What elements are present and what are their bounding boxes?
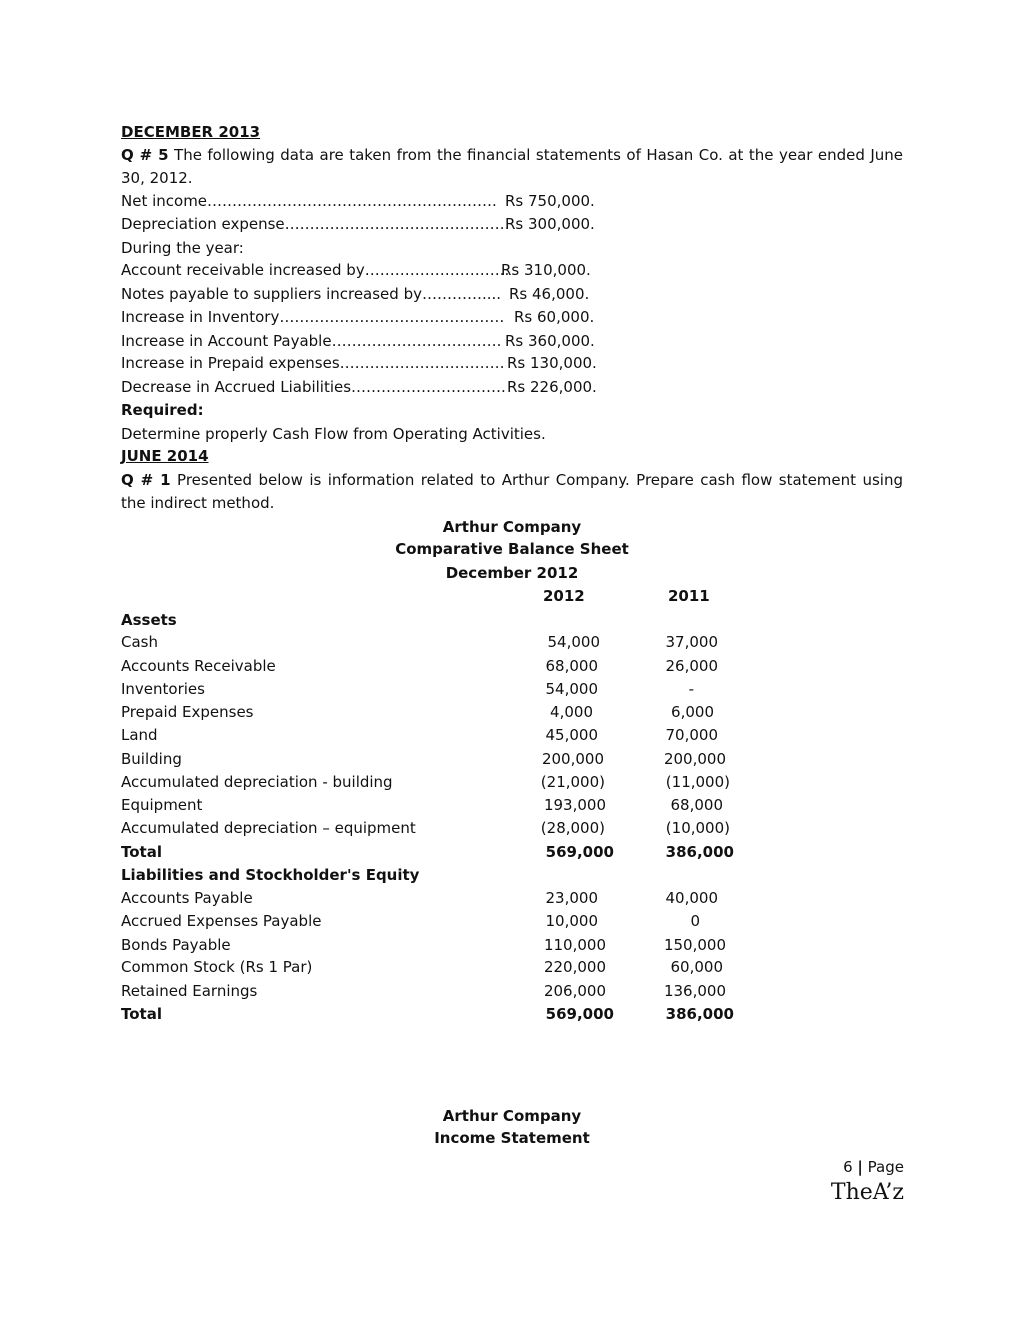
q5-text: The following data are taken from the financial statements of Hasan Co. at the year ended June 30, 2012. xyxy=(121,146,903,187)
bs-row-2011: (11,000) xyxy=(665,773,730,791)
bs-row-label: Accumulated depreciation – equipment xyxy=(121,819,416,837)
bs-row-label: Accounts Receivable xyxy=(121,657,276,675)
is-company-name: Arthur Company xyxy=(442,1107,582,1125)
q5-during-label: During the year: xyxy=(121,239,244,257)
bs-row-2012: (21,000) xyxy=(540,773,605,791)
bs-row-2011: 40,000 xyxy=(665,889,718,907)
q5-change-value: Rs 46,000. xyxy=(509,285,590,303)
bs-row-2012: 4,000 xyxy=(550,703,593,721)
bs-row-2011: 0 xyxy=(690,912,700,930)
q5-label: Q # 5 xyxy=(121,146,169,164)
bs-row-label: Land xyxy=(121,726,158,744)
q5-change-value: Rs 310,000. xyxy=(501,261,591,279)
bs-row-label: Accounts Payable xyxy=(121,889,253,907)
bs-row-2011: 60,000 xyxy=(670,958,723,976)
bs-company-name: Arthur Company xyxy=(442,518,582,536)
bs-row-2011: 136,000 xyxy=(663,982,726,1000)
bs-row-label: Prepaid Expenses xyxy=(121,703,254,721)
q5-change-value: Rs 226,000. xyxy=(507,378,597,396)
bs-row-2012: 68,000 xyxy=(545,657,598,675)
bs-row-label: Cash xyxy=(121,633,158,651)
bs-assets-heading: Assets xyxy=(121,611,177,629)
page-separator: | xyxy=(857,1158,863,1176)
bs-row-2012: 54,000 xyxy=(545,680,598,698)
q5-change-label: Increase in Prepaid expenses…………………………… xyxy=(121,354,505,372)
q5-change-value: Rs 360,000. xyxy=(505,332,595,350)
q1-label: Q # 1 xyxy=(121,471,171,489)
bs-row-2012: 220,000 xyxy=(543,958,606,976)
bs-row-label: Bonds Payable xyxy=(121,936,231,954)
q5-change-label: Decrease in Accrued Liabilities…………………………. xyxy=(121,378,506,396)
bs-row-2012: 193,000 xyxy=(543,796,606,814)
q5-change-value: Rs 130,000. xyxy=(507,354,597,372)
q1-text: Presented below is information related to Arthur Company. Prepare cash flow statement using the indirect method. xyxy=(121,471,903,512)
bs-row-2012: 206,000 xyxy=(543,982,606,1000)
bs-row-2011: 6,000 xyxy=(671,703,714,721)
section-heading-june-2014: JUNE 2014 xyxy=(121,447,209,465)
page-label: Page xyxy=(867,1158,904,1176)
bs-liabilities-heading: Liabilities and Stockholder's Equity xyxy=(121,866,420,884)
q5-item-value: Rs 300,000. xyxy=(505,215,595,233)
bs-total-2012: 569,000 xyxy=(545,843,614,861)
bs-row-label: Accrued Expenses Payable xyxy=(121,912,322,930)
bs-row-2012: (28,000) xyxy=(540,819,605,837)
q5-required-text: Determine properly Cash Flow from Operating Activities. xyxy=(121,425,546,443)
bs-total-2012: 569,000 xyxy=(545,1005,614,1023)
bs-row-label: Inventories xyxy=(121,680,205,698)
bs-total-2011: 386,000 xyxy=(665,843,734,861)
bs-row-2011: - xyxy=(688,680,694,698)
is-title: Income Statement xyxy=(434,1129,590,1147)
bs-row-2011: 37,000 xyxy=(665,633,718,651)
bs-col-2012: 2012 xyxy=(543,587,585,605)
q5-change-value: Rs 60,000. xyxy=(514,308,595,326)
bs-row-label: Equipment xyxy=(121,796,203,814)
page-footer xyxy=(843,1157,904,1177)
bs-row-label: Building xyxy=(121,750,182,768)
q5-change-label: Increase in Inventory……………………………………… xyxy=(121,308,505,326)
q5-item-label: Net income…………………………………………………. xyxy=(121,192,497,210)
bs-row-2011: 150,000 xyxy=(663,936,726,954)
bs-row-2012: 110,000 xyxy=(543,936,606,954)
bs-row-2012: 54,000 xyxy=(547,633,600,651)
q5-change-label: Account receivable increased by……………………….. xyxy=(121,261,510,279)
q5-item-value: Rs 750,000. xyxy=(505,192,595,210)
q1-question xyxy=(121,469,903,515)
footer-brand: TheA’z xyxy=(830,1180,904,1205)
bs-row-2012: 200,000 xyxy=(541,750,604,768)
q5-required-label: Required: xyxy=(121,401,204,419)
q5-question xyxy=(121,144,903,190)
q5-item-label: Depreciation expense……………………………………… xyxy=(121,215,510,233)
bs-date: December 2012 xyxy=(445,564,579,582)
bs-row-label: Accumulated depreciation - building xyxy=(121,773,393,791)
bs-total-label: Total xyxy=(121,843,162,861)
bs-total-label: Total xyxy=(121,1005,162,1023)
bs-row-label: Retained Earnings xyxy=(121,982,258,1000)
q5-change-label: Notes payable to suppliers increased by………….... xyxy=(121,285,502,303)
page-number: 6 xyxy=(843,1158,853,1176)
bs-total-2011: 386,000 xyxy=(665,1005,734,1023)
section-heading-dec-2013: DECEMBER 2013 xyxy=(121,123,261,141)
bs-row-2012: 23,000 xyxy=(545,889,598,907)
bs-title: Comparative Balance Sheet xyxy=(395,540,629,558)
bs-row-2012: 10,000 xyxy=(545,912,598,930)
bs-row-2011: 200,000 xyxy=(663,750,726,768)
bs-row-label: Common Stock (Rs 1 Par) xyxy=(121,958,313,976)
bs-row-2012: 45,000 xyxy=(545,726,598,744)
bs-row-2011: 26,000 xyxy=(665,657,718,675)
q5-change-label: Increase in Account Payable……………………………. xyxy=(121,332,502,350)
bs-row-2011: 68,000 xyxy=(670,796,723,814)
bs-col-2011: 2011 xyxy=(668,587,710,605)
bs-row-2011: (10,000) xyxy=(665,819,730,837)
bs-row-2011: 70,000 xyxy=(665,726,718,744)
